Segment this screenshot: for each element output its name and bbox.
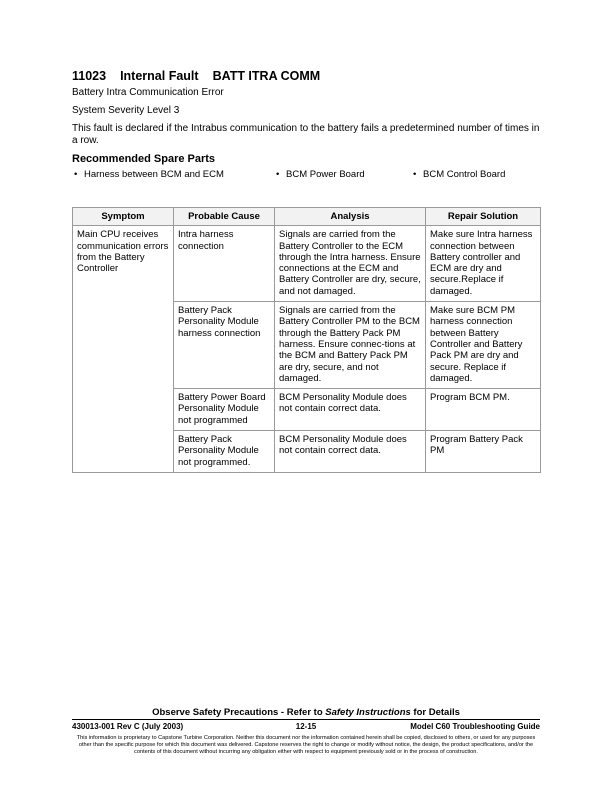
fault-name: Internal Fault bbox=[120, 69, 199, 83]
bullet-icon: • bbox=[74, 169, 78, 180]
repair-cell: Program Battery Pack PM bbox=[426, 431, 541, 473]
header-probable-cause: Probable Cause bbox=[174, 208, 275, 226]
fault-description: This fault is declared if the Intrabus communication to the battery fails a predetermined number of times in a row. bbox=[72, 123, 540, 146]
table-header-row bbox=[73, 208, 541, 226]
cause-cell: Intra harness connection bbox=[174, 226, 275, 302]
fault-tag: BATT ITRA COMM bbox=[212, 69, 321, 83]
header-analysis: Analysis bbox=[275, 208, 426, 226]
cause-cell: Battery Pack Personality Module harness connection bbox=[174, 302, 275, 389]
symptom-cell: Main CPU receives communication errors from the Battery Controller bbox=[73, 226, 174, 473]
fault-heading bbox=[72, 69, 334, 83]
guide-title: Model C60 Troubleshooting Guide bbox=[410, 722, 540, 731]
analysis-cell: Signals are carried from the Battery Controller PM to the BCM through the Battery Pack PM harness. Ensure connec-tions at the BCM and Battery Pack PM are dry, secure, and not damaged. bbox=[275, 302, 426, 389]
header-symptom: Symptom bbox=[73, 208, 174, 226]
repair-cell: Make sure Intra harness connection between Battery controller and ECM are dry and secure.Replace if damaged. bbox=[426, 226, 541, 302]
spare-part-item: • Harness between BCM and ECM bbox=[74, 169, 224, 180]
spare-part-item: • BCM Power Board bbox=[276, 169, 365, 180]
repair-cell: Make sure BCM PM harness connection between Battery Controller and Battery Pack PM are dry and secure. Replace if damaged. bbox=[426, 302, 541, 389]
cause-cell: Battery Pack Personality Module not programmed. bbox=[174, 431, 275, 473]
bullet-icon: • bbox=[413, 169, 417, 180]
severity-level: System Severity Level 3 bbox=[72, 105, 180, 116]
cause-cell: Battery Power Board Personality Module not programmed bbox=[174, 389, 275, 431]
analysis-cell: Signals are carried from the Battery Controller to the ECM through the Intra harness. Ensure connections at the ECM and Battery Controller are dry, secure, and not damaged. bbox=[275, 226, 426, 302]
analysis-cell: BCM Personality Module does not contain correct data. bbox=[275, 389, 426, 431]
fault-code: 11023 bbox=[72, 69, 107, 83]
footer-divider bbox=[72, 719, 540, 720]
analysis-cell: BCM Personality Module does not contain correct data. bbox=[275, 431, 426, 473]
repair-cell: Program BCM PM. bbox=[426, 389, 541, 431]
bullet-icon: • bbox=[276, 169, 280, 180]
fault-subtitle: Battery Intra Communication Error bbox=[72, 87, 224, 98]
page-number: 12-15 bbox=[295, 722, 317, 731]
safety-notice: Observe Safety Precautions - Refer to Safety Instructions for Details bbox=[152, 707, 460, 718]
table-row bbox=[73, 226, 541, 302]
spare-parts-title: Recommended Spare Parts bbox=[72, 153, 216, 165]
troubleshooting-table bbox=[72, 207, 541, 473]
spare-part-item: • BCM Control Board bbox=[413, 169, 506, 180]
proprietary-notice: This information is proprietary to Capstone Turbine Corporation. Neither this document nor the information contained herein shall be copied, disclosed to others, or used for any purposes other than the specific purpose for which this document was delivered. Capstone reserves the right to change or modify without notice, the design, the product specifications, and/or the contents of this document without incurring any obligation either with respect to equipment previously sold or in the process of construction. bbox=[76, 735, 536, 755]
document-number: 430013-001 Rev C (July 2003) bbox=[72, 722, 184, 731]
header-repair-solution: Repair Solution bbox=[426, 208, 541, 226]
